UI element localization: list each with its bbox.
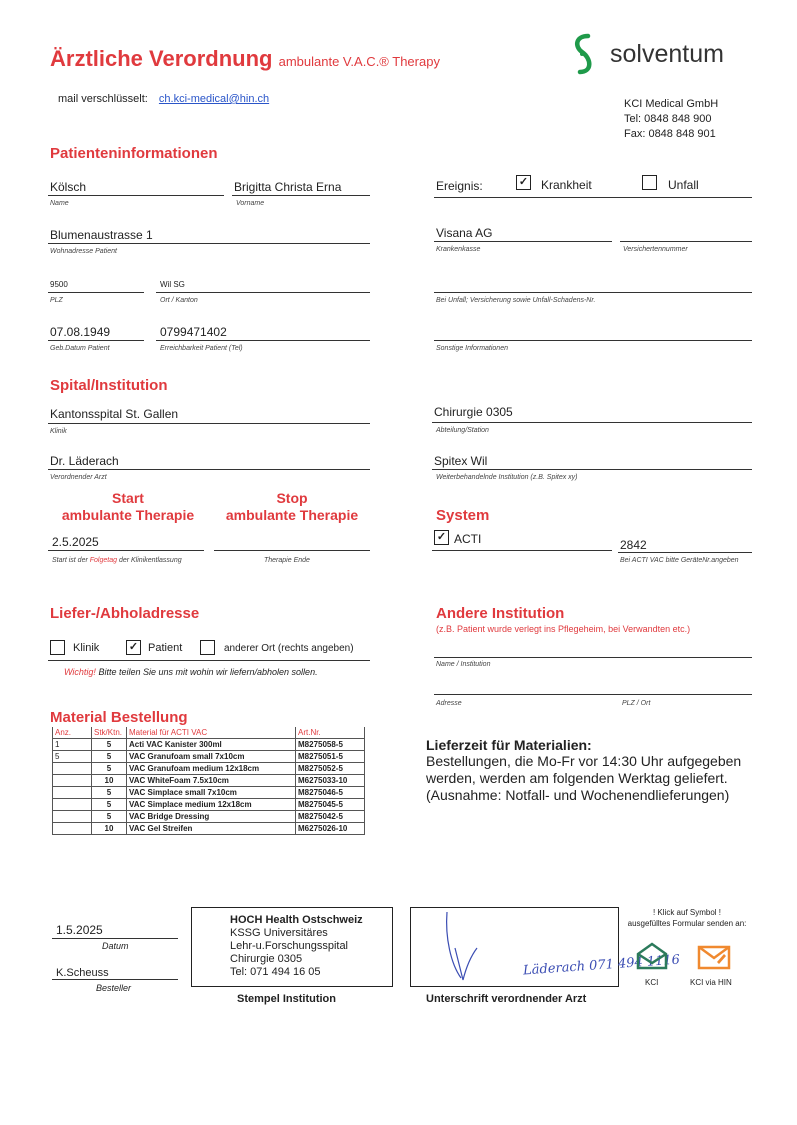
other-institution-plz-label: PLZ / Ort xyxy=(622,700,651,707)
email-line xyxy=(58,93,269,105)
material-cell-name: VAC Bridge Dressing xyxy=(127,811,296,823)
kci-hin-label: KCI via HIN xyxy=(690,978,732,987)
accident-label: Bei Unfall; Versicherung sowie Unfall-Schadens-Nr. xyxy=(436,297,596,304)
stamp-line: HOCH Health Ostschweiz xyxy=(230,914,363,926)
form-title-main: Ärztliche Verordnung xyxy=(50,46,273,71)
patient-phone[interactable]: 0799471402 xyxy=(160,325,227,339)
material-cell-art: M8275052-5 xyxy=(296,763,365,775)
company-tel: Tel: 0848 848 900 xyxy=(624,113,712,125)
col-anz: Anz. xyxy=(53,727,92,739)
delivery-klinik-checkbox[interactable] xyxy=(50,640,65,655)
material-cell-art: M8275058-5 xyxy=(296,739,365,751)
clinic-value[interactable]: Kantonsspital St. Gallen xyxy=(50,407,179,421)
patient-dob[interactable]: 07.08.1949 xyxy=(50,325,111,339)
delivery-klinik-label: Klinik xyxy=(73,642,100,654)
material-cell-stk: 5 xyxy=(92,739,127,751)
other-institution-name-label: Name / Institution xyxy=(436,661,491,668)
patient-plz-label: PLZ xyxy=(50,297,63,304)
signature-text: Läderach 071 494 1116 xyxy=(522,952,681,979)
insurer-label: Krankenkasse xyxy=(436,246,481,253)
mail-hin-icon[interactable] xyxy=(697,944,731,970)
clinic-label: Klinik xyxy=(50,428,67,435)
material-cell-name: VAC Granufoam medium 12x18cm xyxy=(127,763,296,775)
delivery-other-checkbox[interactable] xyxy=(200,640,215,655)
material-cell-art: M6275026-10 xyxy=(296,823,365,835)
material-cell-stk: 5 xyxy=(92,799,127,811)
stamp-line: Chirurgie 0305 xyxy=(230,953,303,965)
material-cell-art: M8275045-5 xyxy=(296,799,365,811)
doctor-value[interactable]: Dr. Läderach xyxy=(50,454,119,468)
material-cell-stk: 5 xyxy=(92,751,127,763)
krankheit-checkbox[interactable]: ✓ xyxy=(516,175,531,190)
footer-orderer[interactable]: K.Scheuss xyxy=(56,967,109,979)
delivery-patient-label: Patient xyxy=(148,642,183,654)
material-cell-name: VAC Granufoam small 7x10cm xyxy=(127,751,296,763)
followup-label: Weiterbehandelnde Institution (z.B. Spitex xy) xyxy=(436,474,578,481)
brand-name: solventum xyxy=(610,40,724,68)
department-value[interactable]: Chirurgie 0305 xyxy=(434,405,513,419)
signature-label: Unterschrift verordnender Arzt xyxy=(426,993,587,1005)
start-date-label: Start ist der Folgetag der Klinikentlassung xyxy=(52,557,182,564)
mail-kci-icon[interactable] xyxy=(635,942,669,968)
acti-checkbox[interactable]: ✓ xyxy=(434,530,449,545)
material-row xyxy=(53,811,365,823)
stamp-line: KSSG Universitäres xyxy=(230,927,328,939)
delivery-other-label: anderer Ort (rechts angeben) xyxy=(224,643,354,654)
event-label: Ereignis: xyxy=(436,179,483,193)
material-cell-art: M6275033-10 xyxy=(296,775,365,787)
device-no[interactable]: 2842 xyxy=(620,538,647,552)
material-cell-name: Acti VAC Kanister 300ml xyxy=(127,739,296,751)
company-name: KCI Medical GmbH xyxy=(624,98,719,110)
delivery-patient-checkbox[interactable]: ✓ xyxy=(126,640,141,655)
material-cell-art: M8275051-5 xyxy=(296,751,365,763)
section-patient: Patienteninformationen xyxy=(50,145,218,162)
stop-heading: Stop ambulante Therapie xyxy=(225,490,359,523)
material-cell-anz[interactable] xyxy=(53,799,92,811)
footer-orderer-label: Besteller xyxy=(96,983,132,993)
material-cell-stk: 10 xyxy=(92,823,127,835)
email-label: mail verschlüsselt: xyxy=(58,93,148,105)
delivery-warning: Wichtig! Bitte teilen Sie uns mit wohin wir liefern/abholen sollen. xyxy=(64,667,318,677)
section-delivery: Liefer-/Abholadresse xyxy=(50,605,200,622)
material-cell-stk: 10 xyxy=(92,775,127,787)
patient-phone-label: Erreichbarkeit Patient (Tel) xyxy=(160,345,243,352)
start-heading: Start ambulante Therapie xyxy=(61,490,195,523)
material-row xyxy=(53,751,365,763)
other-institution-address-label: Adresse xyxy=(436,700,462,707)
material-cell-stk: 5 xyxy=(92,811,127,823)
insured-no-label: Versichertennummer xyxy=(623,246,688,253)
material-cell-art: M8275042-5 xyxy=(296,811,365,823)
acti-label: ACTI xyxy=(454,532,482,546)
section-other-institution: Andere Institution xyxy=(436,605,565,622)
email-link[interactable]: ch.kci-medical@hin.ch xyxy=(158,93,270,105)
footer-date-label: Datum xyxy=(102,941,129,951)
device-no-label: Bei ACTI VAC bitte GeräteNr.angeben xyxy=(620,557,739,564)
section-material: Material Bestellung xyxy=(50,709,188,726)
section-hospital: Spital/Institution xyxy=(50,377,168,394)
insurer-value[interactable]: Visana AG xyxy=(436,226,493,240)
material-row xyxy=(53,823,365,835)
col-material: Material für ACTI VAC xyxy=(127,727,296,739)
other-institution-hint: (z.B. Patient wurde verlegt ins Pflegeheim, bei Verwandten etc.) xyxy=(436,624,691,634)
material-cell-anz[interactable]: 1 xyxy=(53,739,92,751)
material-cell-art: M8275046-5 xyxy=(296,787,365,799)
followup-value[interactable]: Spitex Wil xyxy=(434,454,488,468)
doctor-label: Verordnender Arzt xyxy=(50,474,107,481)
material-cell-anz[interactable] xyxy=(53,823,92,835)
material-table xyxy=(52,727,365,835)
material-cell-anz[interactable] xyxy=(53,811,92,823)
patient-address[interactable]: Blumenaustrasse 1 xyxy=(50,228,153,242)
col-artnr: Art.Nr. xyxy=(296,727,365,739)
material-cell-stk: 5 xyxy=(92,763,127,775)
material-cell-stk: 5 xyxy=(92,787,127,799)
material-cell-anz[interactable] xyxy=(53,763,92,775)
col-stk: Stk/Ktn. xyxy=(92,727,127,739)
stamp-text xyxy=(230,914,392,979)
patient-vorname[interactable]: Brigitta Christa Erna xyxy=(234,180,342,194)
unfall-checkbox[interactable] xyxy=(642,175,657,190)
form-title xyxy=(50,46,440,72)
patient-ort-label: Ort / Kanton xyxy=(160,297,198,304)
material-cell-anz[interactable] xyxy=(53,787,92,799)
delivery-time-text: Bestellungen, die Mo-Fr vor 14:30 Uhr aufgegeben werden, werden am folgenden Werktag geliefert. (Ausnahme: Notfall- und Wochenendlieferungen) xyxy=(426,753,742,803)
material-cell-anz[interactable]: 5 xyxy=(53,751,92,763)
department-label: Abteilung/Station xyxy=(436,427,489,434)
patient-vorname-label: Vorname xyxy=(236,200,265,207)
stamp-label: Stempel Institution xyxy=(237,993,336,1005)
material-row xyxy=(53,739,365,751)
form-title-sub: ambulante V.A.C.® Therapy xyxy=(278,54,440,69)
material-row xyxy=(53,763,365,775)
stamp-line: Tel: 071 494 16 05 xyxy=(230,966,321,978)
material-cell-name: VAC Simplace medium 12x18cm xyxy=(127,799,296,811)
material-cell-name: VAC Simplace small 7x10cm xyxy=(127,787,296,799)
send-instructions: ! Klick auf Symbol ! ausgefülltes Formular senden an: xyxy=(627,908,747,928)
material-row xyxy=(53,799,365,811)
krankheit-label: Krankheit xyxy=(541,178,592,192)
end-date-label: Therapie Ende xyxy=(264,557,310,564)
stamp-box xyxy=(191,907,393,987)
footer-date[interactable]: 1.5.2025 xyxy=(56,923,103,937)
delivery-time-heading: Lieferzeit für Materialien: xyxy=(426,737,592,753)
material-header-row xyxy=(53,727,365,739)
patient-dob-label: Geb.Datum Patient xyxy=(50,345,110,352)
material-cell-anz[interactable] xyxy=(53,775,92,787)
patient-ort[interactable]: Wil SG xyxy=(160,280,185,289)
solventum-logo-icon xyxy=(568,32,598,78)
patient-name-label: Name xyxy=(50,200,69,207)
patient-address-label: Wohnadresse Patient xyxy=(50,248,117,255)
company-block xyxy=(624,97,718,142)
company-fax: Fax: 0848 848 901 xyxy=(624,128,716,140)
other-info-label: Sonstige Informationen xyxy=(436,345,508,352)
stamp-line: Lehr-u.Forschungsspital xyxy=(230,940,349,952)
start-date[interactable]: 2.5.2025 xyxy=(52,535,99,549)
patient-plz[interactable]: 9500 xyxy=(50,280,68,289)
patient-name[interactable]: Kölsch xyxy=(50,180,87,194)
kci-label: KCI xyxy=(645,978,659,987)
material-cell-name: VAC Gel Streifen xyxy=(127,823,296,835)
section-system: System xyxy=(436,507,490,524)
material-row xyxy=(53,775,365,787)
material-row xyxy=(53,787,365,799)
material-cell-name: VAC WhiteFoam 7.5x10cm xyxy=(127,775,296,787)
unfall-label: Unfall xyxy=(668,178,699,192)
